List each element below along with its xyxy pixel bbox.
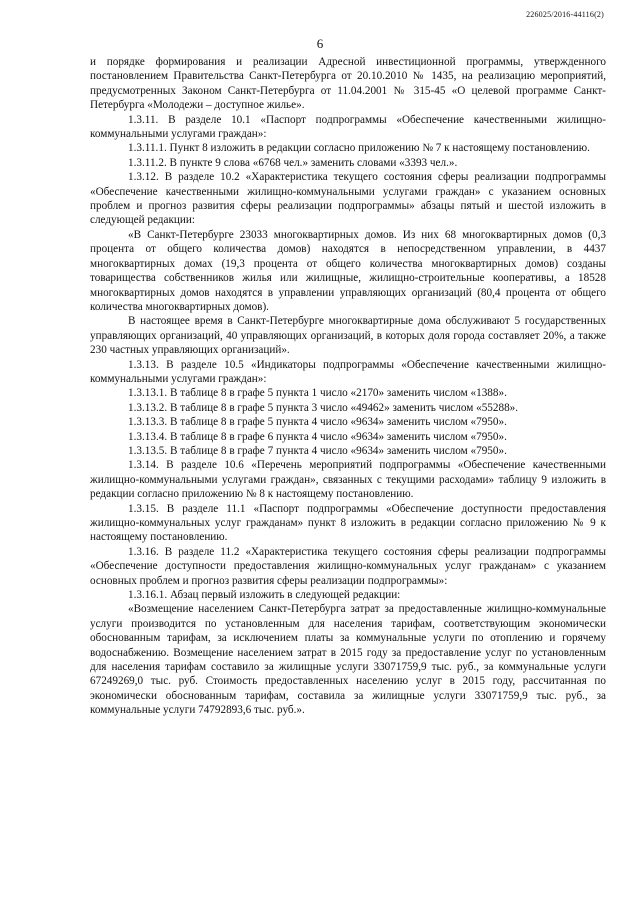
document-number: 226025/2016-44116(2) [526, 10, 604, 19]
page-number: 6 [316, 36, 324, 51]
document-body [90, 55, 606, 718]
paragraph: 1.3.13.4. В таблице 8 в графе 6 пункта 4 число «9634» заменить числом «7950». [128, 430, 507, 443]
paragraph: 1.3.16.1. Абзац первый изложить в следующей редакции: [128, 589, 401, 602]
paragraph: «Возмещение населением Санкт-Петербурга затрат за предоставленные жилищно-коммунальные услуги производится по установленным для населения тарифам, соответствующим экономически обоснованным тарифам, за исключением платы за коммунальные услуги по отоплению и горячему водоснабжению. Возмещение населением затрат в 2015 году за предоставление услуг по установленным для населения тарифам составило за жилищные услуги 33071759,9 тыс. руб., за коммунальные услуги 67249269,0 тыс. руб. Стоимость предоставленных населению услуг в 2015 году, рассчитанная по экономически обоснованным тарифам, составила за жилищные услуги 33071759,9 тыс. руб., за коммунальные услуги 74792893,6 тыс. руб.». [90, 603, 606, 717]
paragraph: 1.3.15. В разделе 11.1 «Паспорт подпрограммы «Обеспечение доступности предоставления жилищно-коммунальных услуг гражданам» пункт 8 изложить в редакции согласно приложению № 9 к настоящему постановлению. [90, 502, 606, 544]
paragraph: В настоящее время в Санкт-Петербурге многоквартирные дома обслуживают 5 государственных управляющих организаций, 40 управляющих организаций, в которых доля города составляет 20%, а также 230 частных управляющих организаций». [90, 315, 606, 357]
paragraph: 1.3.13.2. В таблице 8 в графе 5 пункта 3 число «49462» заменить числом «55288». [128, 401, 519, 414]
paragraph: 1.3.13. В разделе 10.5 «Индикаторы подпрограммы «Обеспечение качественными жилищно-коммунальными услугами граждан»: [90, 358, 606, 385]
paragraph: 1.3.13.1. В таблице 8 в графе 5 пункта 1 число «2170» заменить числом «1388». [128, 387, 507, 400]
paragraph: 1.3.14. В разделе 10.6 «Перечень мероприятий подпрограммы «Обеспечение качественными жилищно-коммунальными услугами граждан», связанных с текущими расходами» таблицу 9 изложить в редакции согласно приложению № 8 к настоящему постановлению. [90, 459, 606, 501]
paragraph: 1.3.16. В разделе 11.2 «Характеристика текущего состояния сферы реализации подпрограммы «Обеспечение доступности предоставления жилищно-коммунальных услуг гражданам» с указанием основных проблем и прогноз развития сферы реализации подпрограммы»: [90, 545, 606, 587]
paragraph: 1.3.11.2. В пункте 9 слова «6768 чел.» заменить словами «3393 чел.». [128, 156, 458, 169]
paragraph: «В Санкт-Петербурге 23033 многоквартирных домов. Из них 68 многоквартирных домов (0,3 процента от общего количества домов) находятся в непосредственном управлении, в 4437 многоквартирных домах (19,3 процента от общего количества многоквартирных домов) созданы товарищества собственников жилья или жилищные, жилищно-строительные кооперативы, а 18528 многоквартирных домов находятся в управлении управляющих организаций (80,4 процента от общего количества многоквартирных домов). [90, 228, 606, 313]
paragraph: 1.3.13.5. В таблице 8 в графе 7 пункта 4 число «9634» заменить числом «7950». [128, 444, 507, 457]
paragraph: 1.3.11.1. Пункт 8 изложить в редакции согласно приложению № 7 к настоящему постановлению. [128, 142, 590, 155]
paragraph: 1.3.13.3. В таблице 8 в графе 5 пункта 4 число «9634» заменить числом «7950». [128, 416, 507, 429]
paragraph: 1.3.11. В разделе 10.1 «Паспорт подпрограммы «Обеспечение качественными жилищно-коммунальными услугами граждан»: [90, 113, 606, 141]
paragraph: и порядке формирования и реализации Адресной инвестиционной программы, утвержденного постановлением Правительства Санкт-Петербурга от 20.10.2010 № 1435, на реализацию мероприятий, предусмотренных Законом Санкт-Петербурга от 11.04.2001 № 315-45 «О целевой программе Санкт-Петербурга «Молодежи – доступное жилье». [90, 56, 606, 112]
paragraph: 1.3.12. В разделе 10.2 «Характеристика текущего состояния сферы реализации подпрограммы «Обеспечение качественными жилищно-коммунальными услугами граждан» с указанием основных проблем и прогноз развития сферы реализации подпрограммы» абзацы пятый и шестой изложить в следующей редакции: [90, 171, 606, 227]
